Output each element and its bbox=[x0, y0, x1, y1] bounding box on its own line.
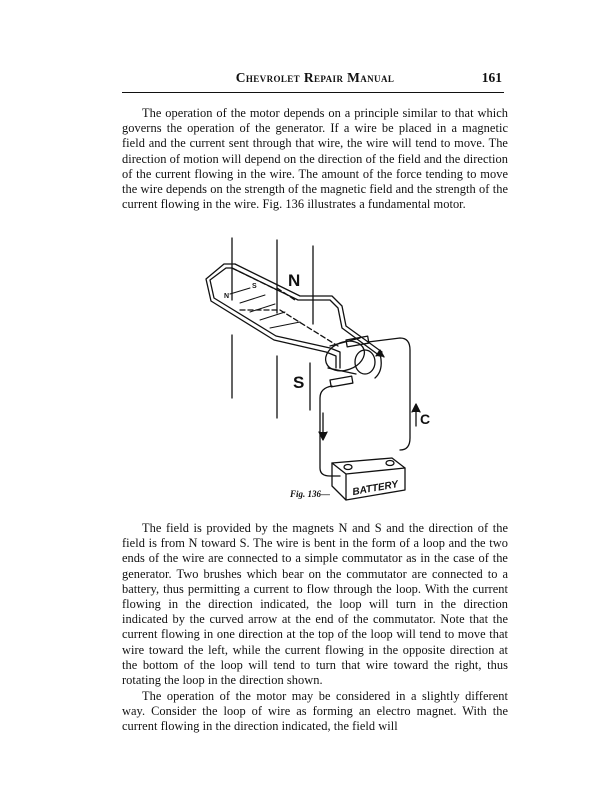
battery-label: BATTERY bbox=[351, 479, 400, 499]
field-lines bbox=[230, 288, 300, 328]
north-magnet bbox=[232, 238, 313, 324]
commutator bbox=[321, 336, 375, 387]
field-line-n-label: N bbox=[224, 293, 230, 300]
north-pole-label: N bbox=[288, 271, 301, 290]
page-number: 161 bbox=[481, 70, 502, 85]
running-title: Chevrolet Repair Manual bbox=[235, 70, 395, 85]
page-header bbox=[122, 70, 508, 88]
motor-diagram bbox=[180, 228, 440, 513]
south-pole-label: S bbox=[293, 373, 305, 392]
paragraph-electromagnet: The operation of the motor may be considered in a slightly different way. Consider the loop of wire as forming an electro magnet. With the current flowing in the direction indicated, the field will bbox=[122, 689, 508, 734]
header-rule bbox=[122, 92, 504, 93]
circuit-wires bbox=[320, 338, 410, 476]
paragraph-intro: The operation of the motor depends on a principle similar to that which governs the operation of the generator. If a wire be placed in a magnetic field and the current sent through that wire, the wire will tend to move. The direction of motion will depend on the direction of the field and the direction of the current flowing in the wire. The amount of the force tending to move the wire depends on the strength of the magnetic field and the strength of the current flowing in the wire. Fig. 136 illustrates a fundamental motor. bbox=[122, 106, 508, 212]
field-line-s-label: S bbox=[252, 283, 257, 290]
current-label: C bbox=[420, 411, 431, 427]
paragraph-field: The field is provided by the magnets N and S and the direction of the field is from N toward S. The wire is bent in the form of a loop and the two ends of the wire are connected to a simple commutator as in the case of the generator. Two brushes which bear on the commutator are connected to a battery, thus permitting a current to flow through the loop. With the current flowing in the direction indicated, the loop will turn in the direction indicated by the curved arrow at the end of the commutator. Note that the current flowing in one direction at the top of the loop will tend to move that wire toward the left, while the current flowing in the opposite direction at the bottom of the loop will tend to turn that wire toward the right, thus rotating the loop in the direction shown. bbox=[122, 521, 508, 688]
rotation-arrow bbox=[375, 354, 381, 378]
figure-caption: Fig. 136— bbox=[290, 489, 331, 499]
